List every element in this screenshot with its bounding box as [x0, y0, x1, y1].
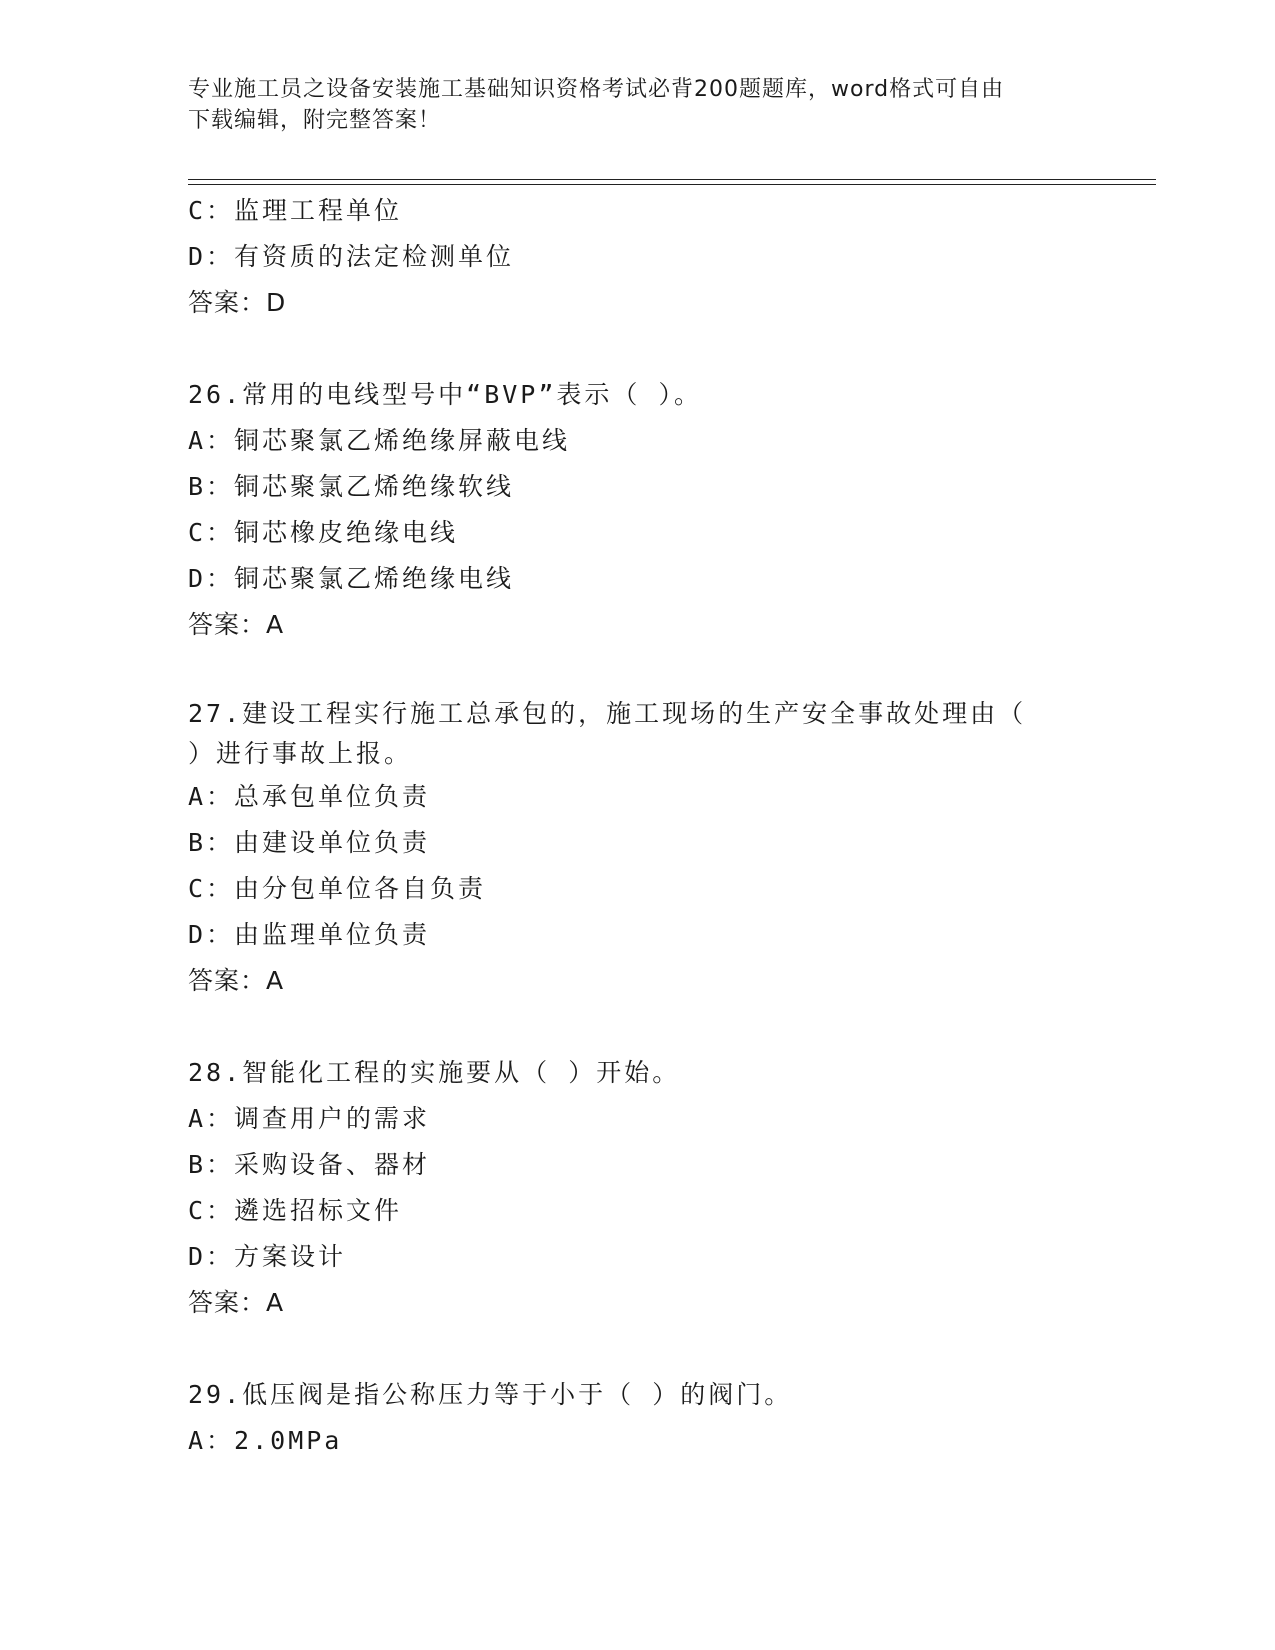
option-a: A：铜芯聚氯乙烯绝缘屏蔽电线 [188, 426, 571, 455]
answer: 答案：D [188, 288, 287, 317]
option-c: C：由分包单位各自负责 [188, 874, 487, 903]
spacer [188, 326, 1088, 372]
document-header [188, 74, 1068, 136]
option-d: D：方案设计 [188, 1242, 347, 1271]
header-title-line-1: 专业施工员之设备安装施工基础知识资格考试必背200题题库，word格式可自由 [188, 77, 1005, 102]
question-27 [188, 694, 1088, 1004]
question-stem-line-1: 27.建设工程实行施工总承包的，施工现场的生产安全事故处理由（ [188, 699, 1027, 728]
option-a: A：总承包单位负责 [188, 782, 431, 811]
option-d: D：由监理单位负责 [188, 920, 431, 949]
answer: 答案：A [188, 610, 285, 639]
header-title-line-2: 下载编辑，附完整答案！ [188, 108, 442, 133]
question-stem: 28.智能化工程的实施要从（ ）开始。 [188, 1058, 681, 1087]
spacer [188, 648, 1088, 694]
spacer [188, 1004, 1088, 1050]
question-28 [188, 1050, 1088, 1326]
spacer [188, 1326, 1088, 1372]
question-29 [188, 1372, 1088, 1464]
option-a: A：调查用户的需求 [188, 1104, 431, 1133]
option-d: D：有资质的法定检测单位 [188, 242, 515, 271]
option-b: B：铜芯聚氯乙烯绝缘软线 [188, 472, 515, 501]
option-a: A：2.0MPa [188, 1426, 343, 1455]
header-divider-bottom [188, 184, 1156, 185]
answer: 答案：A [188, 966, 285, 995]
header-divider-top [188, 179, 1156, 180]
option-d: D：铜芯聚氯乙烯绝缘电线 [188, 564, 515, 593]
option-b: B：由建设单位负责 [188, 828, 431, 857]
question-26 [188, 372, 1088, 648]
option-b: B：采购设备、器材 [188, 1150, 431, 1179]
question-25-tail [188, 188, 1088, 326]
option-c: C：遴选招标文件 [188, 1196, 403, 1225]
option-c: C：监理工程单位 [188, 196, 403, 225]
question-stem-line-2: ）进行事故上报。 [188, 739, 413, 768]
question-list [188, 188, 1088, 1464]
answer: 答案：A [188, 1288, 285, 1317]
option-c: C：铜芯橡皮绝缘电线 [188, 518, 459, 547]
question-stem: 26.常用的电线型号中“BVP”表示（ ）。 [188, 380, 702, 409]
question-stem: 29.低压阀是指公称压力等于小于（ ）的阀门。 [188, 1380, 793, 1409]
